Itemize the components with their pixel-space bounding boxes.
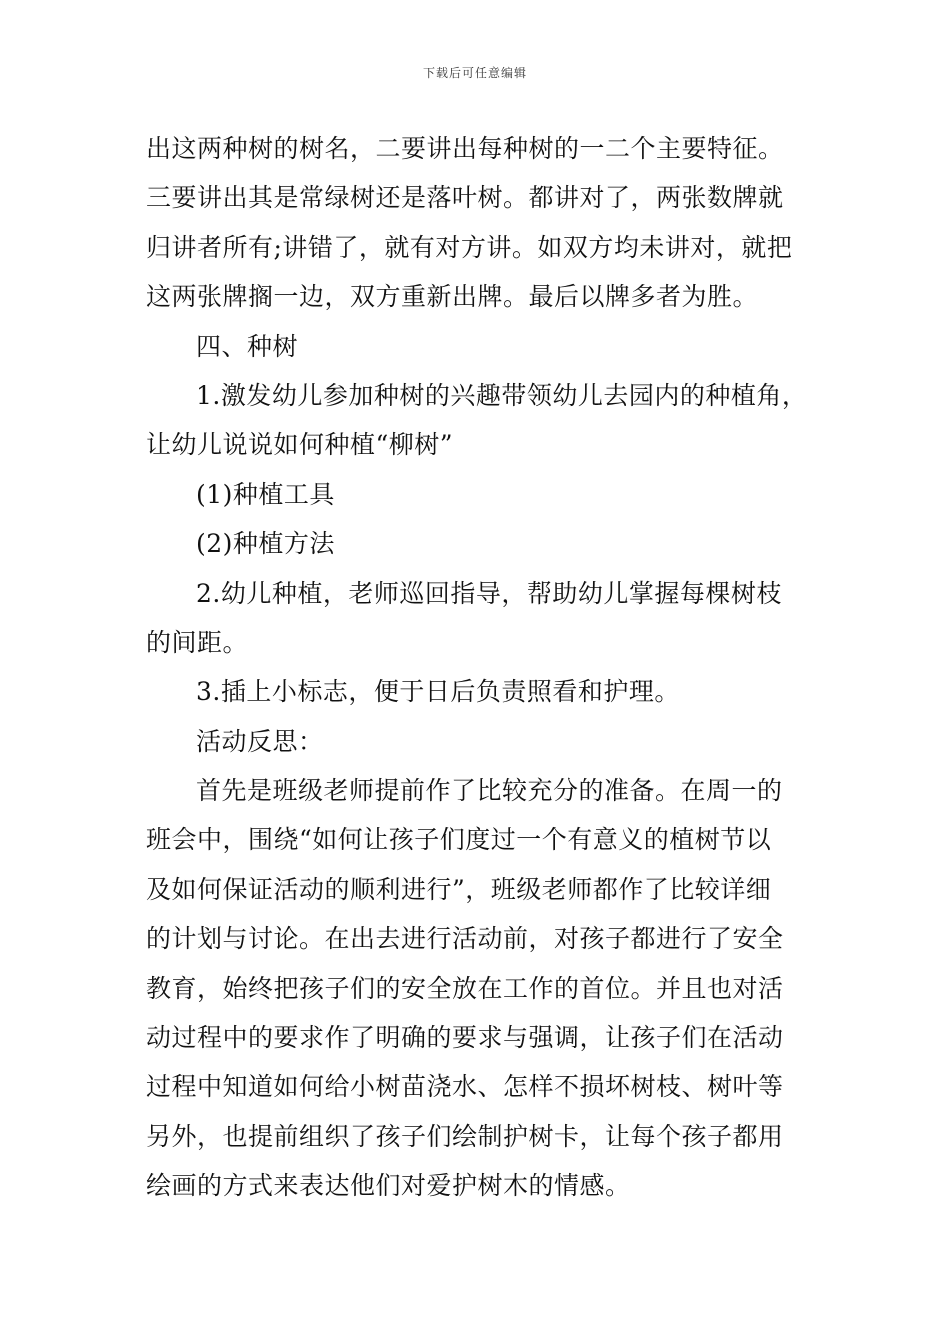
text-line: 让幼儿说说如何种植“柳树”	[146, 430, 454, 460]
text-line: (2)种植方法	[196, 529, 335, 559]
text-line: 及如何保证活动的顺利进行”，班级老师都作了比较详细	[146, 874, 772, 904]
text-line: 的计划与讨论。在出去进行活动前，对孩子都进行了安全	[146, 924, 784, 954]
text-line: 3.插上小标志，便于日后负责照看和护理。	[196, 677, 680, 707]
text-line: 另外，也提前组织了孩子们绘制护树卡，让每个孩子都用	[146, 1121, 784, 1151]
text-line: 归讲者所有;讲错了，就有对方讲。如双方均未讲对，就把	[146, 232, 793, 262]
text-line: 1.激发幼儿参加种树的兴趣带领幼儿去园内的种植角，	[196, 380, 808, 410]
text-line: 三要讲出其是常绿树还是落叶树。都讲对了，两张数牌就	[146, 183, 784, 213]
text-line: 2.幼儿种植，老师巡回指导，帮助幼儿掌握每棵树枝	[196, 578, 782, 608]
text-line: 出这两种树的树名，二要讲出每种树的一二个主要特征。	[146, 134, 784, 163]
text-line: 绘画的方式来表达他们对爱护树木的情感。	[146, 1171, 631, 1201]
document-body	[146, 124, 816, 1211]
text-line: 班会中，围绕“如何让孩子们度过一个有意义的植树节以	[146, 825, 772, 855]
text-line: 动过程中的要求作了明确的要求与强调，让孩子们在活动	[146, 1023, 784, 1053]
text-line: 这两张牌搁一边，双方重新出牌。最后以牌多者为胜。	[146, 282, 759, 312]
text-line: 的间距。	[146, 627, 249, 657]
text-line: 教育，始终把孩子们的安全放在工作的首位。并且也对活	[146, 973, 784, 1003]
text-line: 活动反思：	[196, 726, 324, 756]
text-line: 首先是班级老师提前作了比较充分的准备。在周一的	[196, 776, 783, 806]
text-line: 过程中知道如何给小树苗浇水、怎样不损坏树枝、树叶等	[146, 1072, 784, 1102]
text-line: (1)种植工具	[196, 479, 335, 509]
page-header-note: 下载后可任意编辑	[422, 66, 527, 80]
text-line: 四、种树	[196, 331, 299, 361]
